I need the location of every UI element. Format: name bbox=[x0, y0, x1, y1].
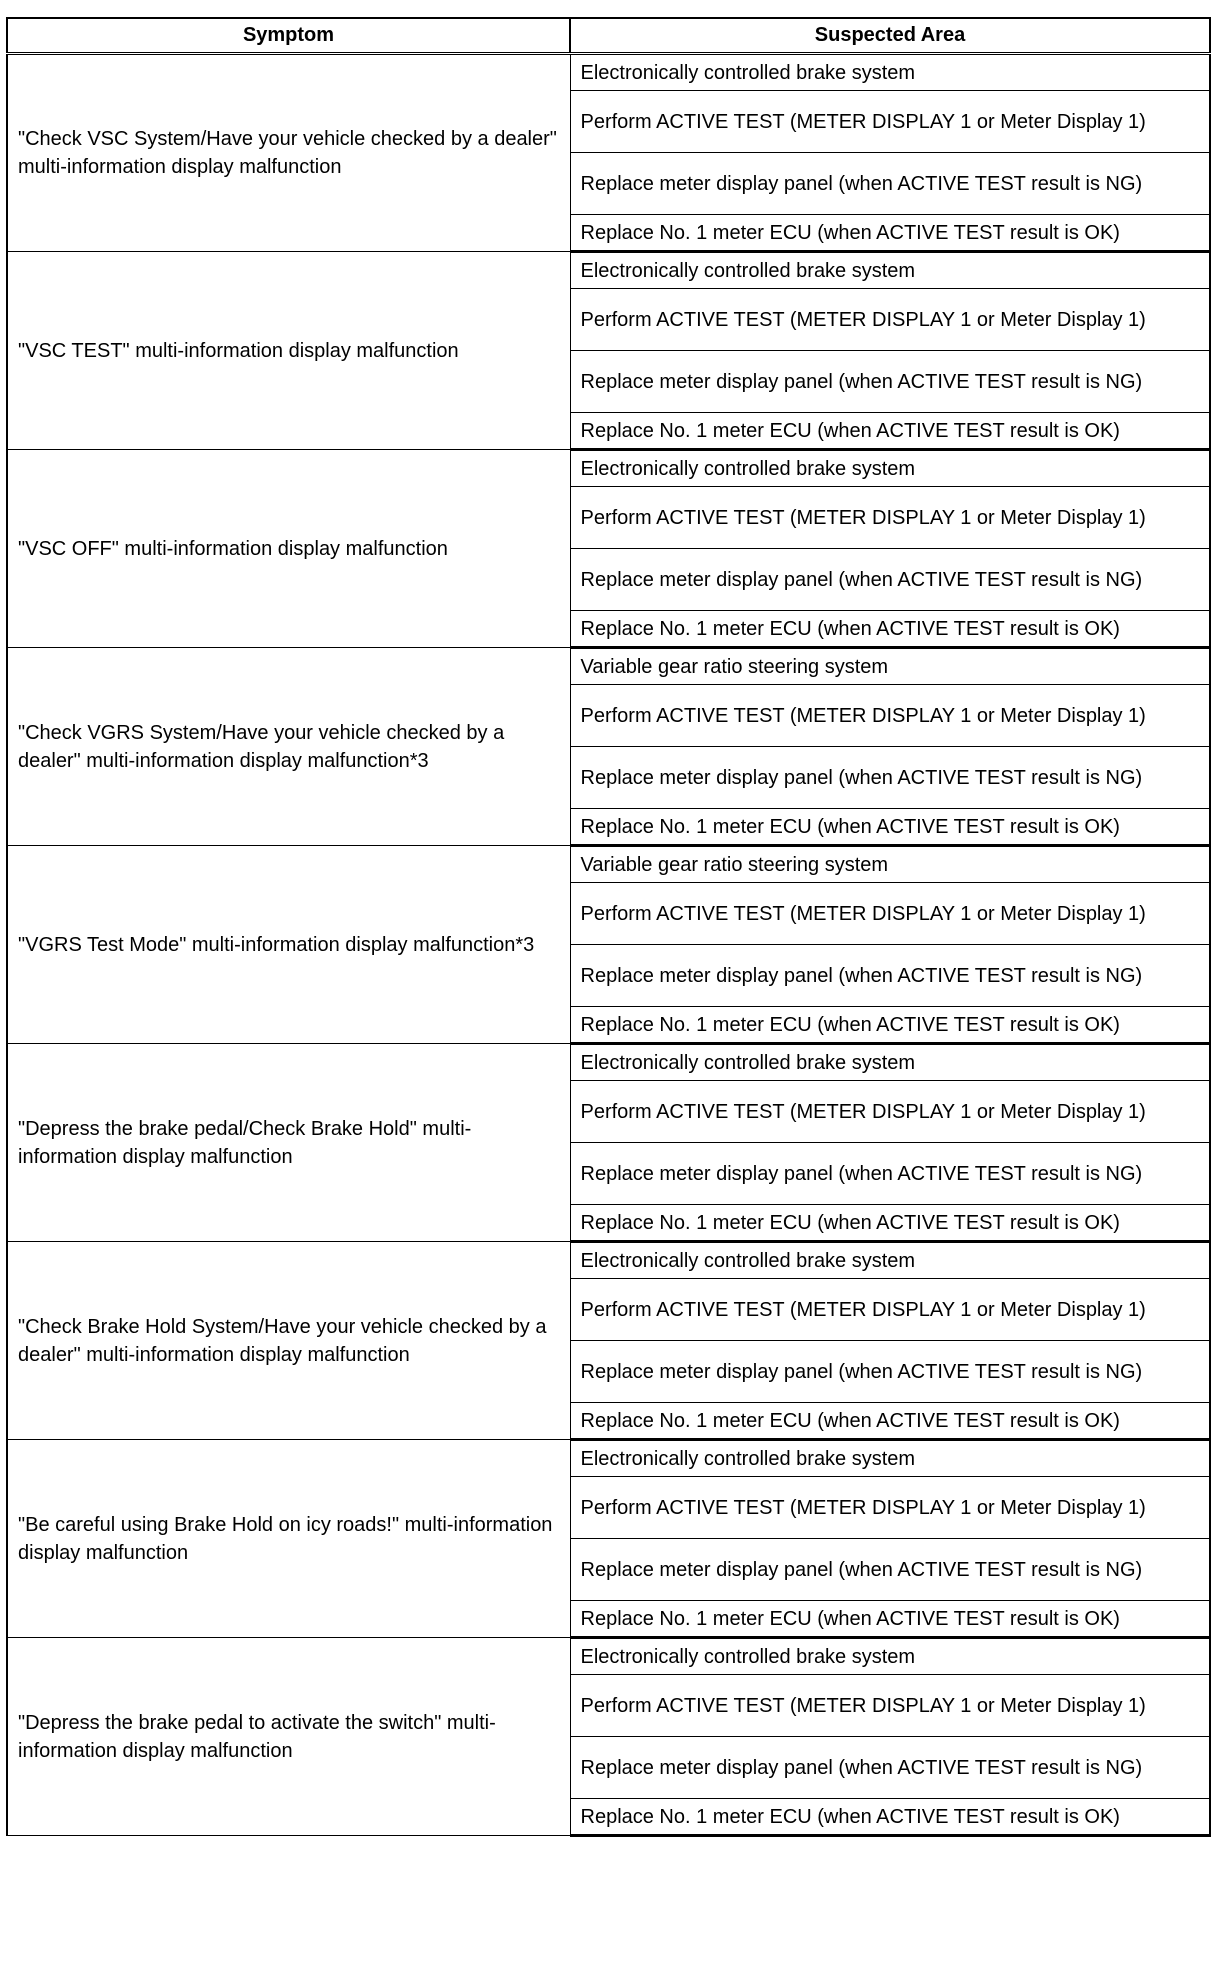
suspected-area-cell: Replace meter display panel (when ACTIVE TEST result is NG) bbox=[570, 747, 1210, 809]
table-row bbox=[7, 1044, 1210, 1081]
symptom-cell: "VGRS Test Mode" multi-information display malfunction*3 bbox=[7, 846, 570, 1044]
suspected-area-cell: Electronically controlled brake system bbox=[570, 450, 1210, 487]
suspected-area-cell: Replace meter display panel (when ACTIVE TEST result is NG) bbox=[570, 153, 1210, 215]
suspected-area-cell: Replace No. 1 meter ECU (when ACTIVE TEST result is OK) bbox=[570, 413, 1210, 450]
suspected-area-cell: Perform ACTIVE TEST (METER DISPLAY 1 or Meter Display 1) bbox=[570, 685, 1210, 747]
symptom-cell: "VSC TEST" multi-information display malfunction bbox=[7, 252, 570, 450]
suspected-area-cell: Replace meter display panel (when ACTIVE TEST result is NG) bbox=[570, 945, 1210, 1007]
suspected-area-cell: Replace No. 1 meter ECU (when ACTIVE TEST result is OK) bbox=[570, 1601, 1210, 1638]
symptom-cell: "Check VSC System/Have your vehicle checked by a dealer" multi-information display malfunction bbox=[7, 54, 570, 252]
table-row bbox=[7, 54, 1210, 91]
suspected-area-column-header: Suspected Area bbox=[570, 18, 1210, 54]
suspected-area-cell: Replace No. 1 meter ECU (when ACTIVE TEST result is OK) bbox=[570, 1403, 1210, 1440]
suspected-area-cell: Replace No. 1 meter ECU (when ACTIVE TEST result is OK) bbox=[570, 809, 1210, 846]
suspected-area-cell: Perform ACTIVE TEST (METER DISPLAY 1 or Meter Display 1) bbox=[570, 883, 1210, 945]
symptom-table bbox=[6, 17, 1211, 1837]
symptom-cell: "Check VGRS System/Have your vehicle checked by a dealer" multi-information display malfunction*3 bbox=[7, 648, 570, 846]
symptom-cell: "Check Brake Hold System/Have your vehicle checked by a dealer" multi-information display malfunction bbox=[7, 1242, 570, 1440]
table-row bbox=[7, 1242, 1210, 1279]
suspected-area-cell: Replace No. 1 meter ECU (when ACTIVE TEST result is OK) bbox=[570, 1007, 1210, 1044]
symptom-cell: "Depress the brake pedal to activate the switch" multi-information display malfunction bbox=[7, 1638, 570, 1836]
table-row bbox=[7, 648, 1210, 685]
suspected-area-cell: Variable gear ratio steering system bbox=[570, 846, 1210, 883]
symptom-cell: "Depress the brake pedal/Check Brake Hold" multi-information display malfunction bbox=[7, 1044, 570, 1242]
suspected-area-cell: Electronically controlled brake system bbox=[570, 1440, 1210, 1477]
suspected-area-cell: Perform ACTIVE TEST (METER DISPLAY 1 or Meter Display 1) bbox=[570, 1675, 1210, 1737]
suspected-area-cell: Variable gear ratio steering system bbox=[570, 648, 1210, 685]
table-row bbox=[7, 846, 1210, 883]
suspected-area-cell: Replace No. 1 meter ECU (when ACTIVE TEST result is OK) bbox=[570, 1205, 1210, 1242]
suspected-area-cell: Replace meter display panel (when ACTIVE TEST result is NG) bbox=[570, 1539, 1210, 1601]
suspected-area-cell: Replace meter display panel (when ACTIVE TEST result is NG) bbox=[570, 1143, 1210, 1205]
table-header-row bbox=[7, 18, 1210, 54]
symptom-column-header: Symptom bbox=[7, 18, 570, 54]
suspected-area-cell: Perform ACTIVE TEST (METER DISPLAY 1 or Meter Display 1) bbox=[570, 1477, 1210, 1539]
table-row bbox=[7, 1638, 1210, 1675]
table-row bbox=[7, 252, 1210, 289]
suspected-area-cell: Perform ACTIVE TEST (METER DISPLAY 1 or Meter Display 1) bbox=[570, 1081, 1210, 1143]
suspected-area-cell: Electronically controlled brake system bbox=[570, 1242, 1210, 1279]
table-body bbox=[7, 54, 1210, 1836]
suspected-area-cell: Electronically controlled brake system bbox=[570, 1044, 1210, 1081]
suspected-area-cell: Electronically controlled brake system bbox=[570, 54, 1210, 91]
suspected-area-cell: Replace meter display panel (when ACTIVE TEST result is NG) bbox=[570, 1341, 1210, 1403]
suspected-area-cell: Perform ACTIVE TEST (METER DISPLAY 1 or Meter Display 1) bbox=[570, 289, 1210, 351]
suspected-area-cell: Replace No. 1 meter ECU (when ACTIVE TEST result is OK) bbox=[570, 215, 1210, 252]
table-row bbox=[7, 450, 1210, 487]
suspected-area-cell: Replace meter display panel (when ACTIVE TEST result is NG) bbox=[570, 1737, 1210, 1799]
suspected-area-cell: Replace meter display panel (when ACTIVE TEST result is NG) bbox=[570, 351, 1210, 413]
symptom-cell: "Be careful using Brake Hold on icy roads!" multi-information display malfunction bbox=[7, 1440, 570, 1638]
suspected-area-cell: Perform ACTIVE TEST (METER DISPLAY 1 or Meter Display 1) bbox=[570, 487, 1210, 549]
suspected-area-cell: Replace No. 1 meter ECU (when ACTIVE TEST result is OK) bbox=[570, 1799, 1210, 1836]
suspected-area-cell: Perform ACTIVE TEST (METER DISPLAY 1 or Meter Display 1) bbox=[570, 1279, 1210, 1341]
suspected-area-cell: Replace meter display panel (when ACTIVE TEST result is NG) bbox=[570, 549, 1210, 611]
symptom-cell: "VSC OFF" multi-information display malfunction bbox=[7, 450, 570, 648]
suspected-area-cell: Replace No. 1 meter ECU (when ACTIVE TEST result is OK) bbox=[570, 611, 1210, 648]
suspected-area-cell: Perform ACTIVE TEST (METER DISPLAY 1 or Meter Display 1) bbox=[570, 91, 1210, 153]
suspected-area-cell: Electronically controlled brake system bbox=[570, 252, 1210, 289]
suspected-area-cell: Electronically controlled brake system bbox=[570, 1638, 1210, 1675]
table-row bbox=[7, 1440, 1210, 1477]
